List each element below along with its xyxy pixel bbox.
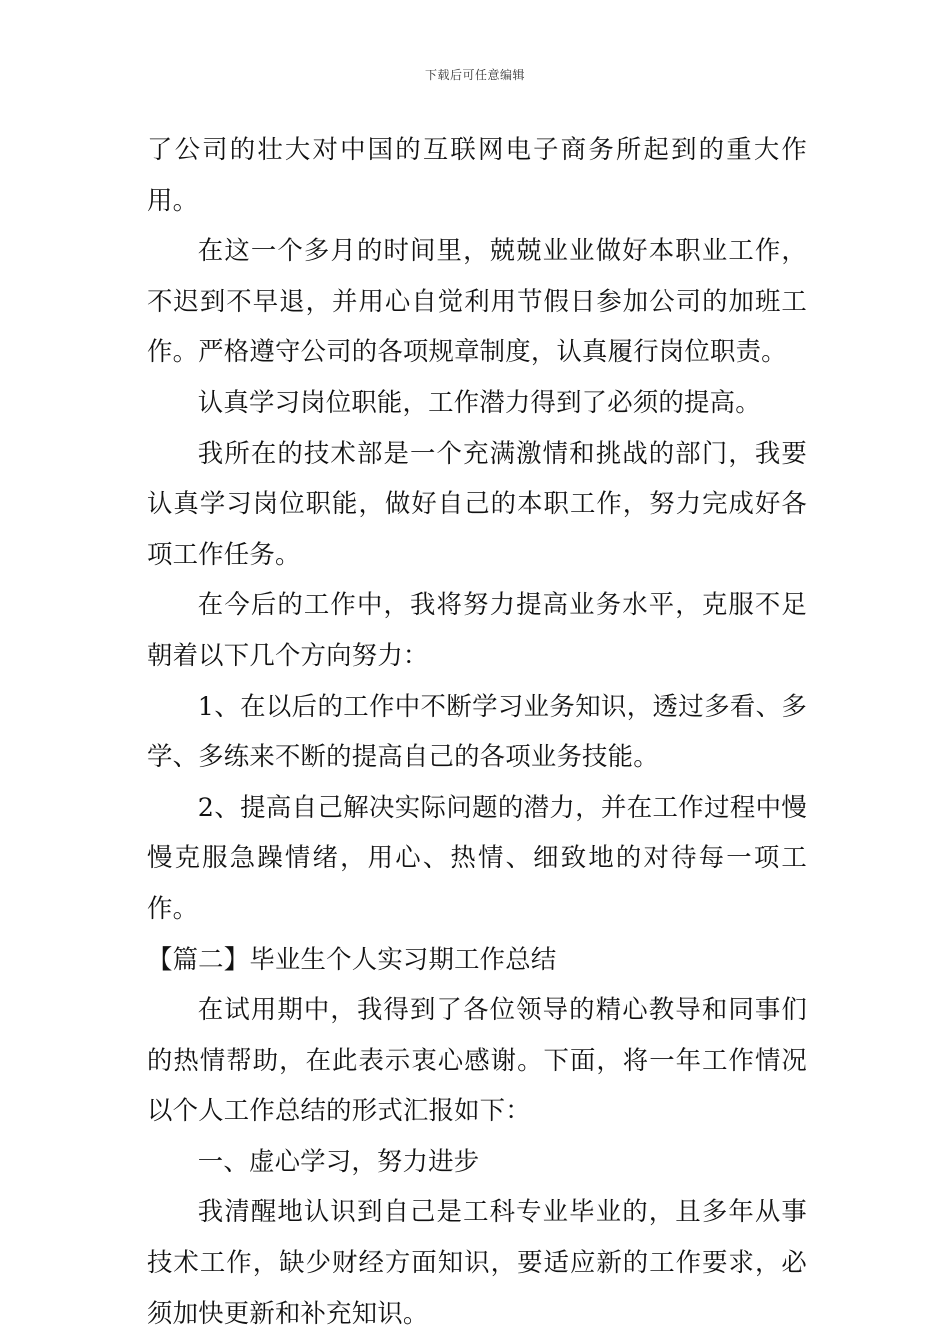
list-item: 2、提高自己解决实际问题的潜力，并在工作过程中慢慢克服急躁情绪，用心、热情、细致地的对待每一项工作。 [147,791,807,923]
document-body [147,124,807,1338]
paragraph: 认真学习岗位职能，工作潜力得到了必须的提高。 [197,386,761,417]
paragraph: 在这一个多月的时间里，兢兢业业做好本职业工作，不迟到不早退，并用心自觉利用节假日参加公司的加班工作。严格遵守公司的各项规章制度，认真履行岗位职责。 [147,235,807,367]
paragraph: 我所在的技术部是一个充满激情和挑战的部门，我要认真学习岗位职能，做好自己的本职工作，努力完成好各项工作任务。 [147,437,807,569]
paragraph: 了公司的壮大对中国的互联网电子商务所起到的重大作用。 [147,134,807,215]
section-heading: 【篇二】毕业生个人实习期工作总结 [147,943,557,974]
subsection-heading: 一、虚心学习，努力进步 [197,1145,480,1176]
list-item: 1、在以后的工作中不断学习业务知识，透过多看、多学、多练来不断的提高自己的各项业务技能。 [147,690,807,772]
paragraph: 在今后的工作中，我将努力提高业务水平，克服不足朝着以下几个方向努力： [147,589,807,670]
paragraph: 在试用期中，我得到了各位领导的精心教导和同事们的热情帮助，在此表示衷心感谢。下面，将一年工作情况以个人工作总结的形式汇报如下： [147,994,807,1126]
page-header: 下载后可任意编辑 [424,68,525,82]
paragraph: 我清醒地认识到自己是工科专业毕业的，且多年从事技术工作，缺少财经方面知识，要适应新的工作要求，必须加快更新和补充知识。 [147,1196,807,1328]
